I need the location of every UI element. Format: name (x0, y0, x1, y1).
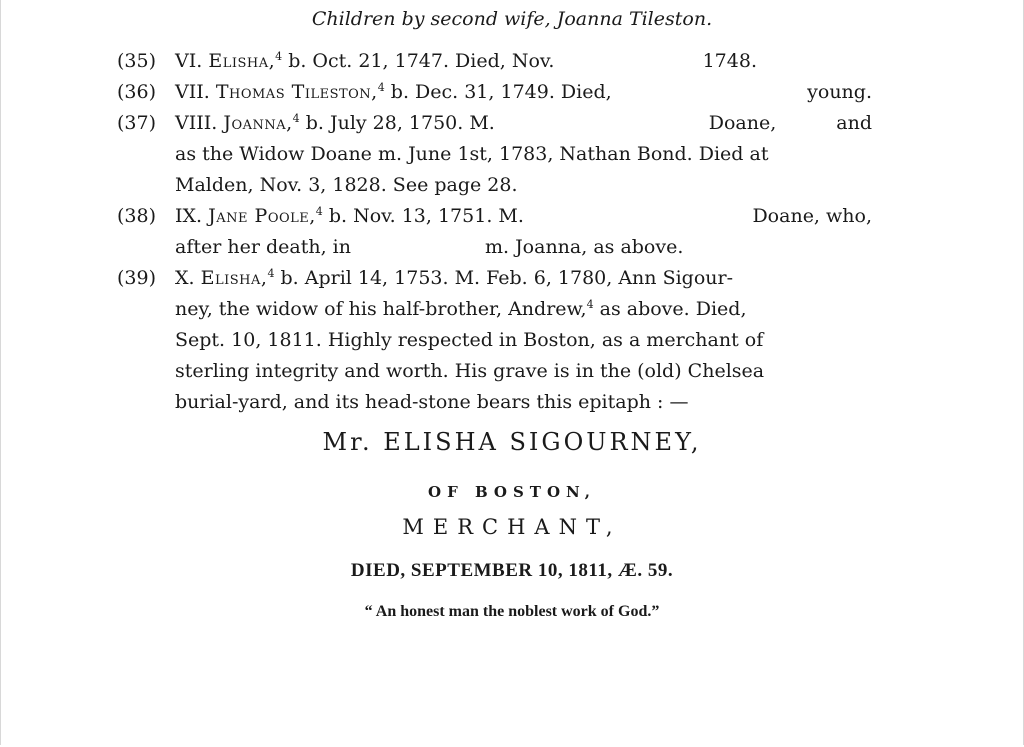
entry-text (175, 263, 733, 294)
entry-number: (37) (117, 112, 157, 134)
continuation-text: as above. Died, (599, 298, 747, 320)
person-name: Elisha, (200, 267, 268, 289)
entry-detail: b. July 28, 1750. M. (305, 112, 495, 134)
epitaph-quote: “ An honest man the noblest work of God.” (364, 603, 660, 620)
spouse-surname: Doane, (708, 112, 777, 134)
entry-continuation: Malden, Nov. 3, 1828. See page 28. (175, 174, 518, 196)
entry-number: (36) (117, 81, 157, 103)
generation-superscript: 4 (315, 205, 323, 218)
person-name: Elisha, (208, 50, 276, 72)
person-name: Jane Poole, (208, 205, 316, 227)
roman-numeral: X. (175, 267, 195, 289)
roman-numeral: VI. (175, 50, 203, 72)
entry-continuation (117, 294, 872, 325)
entry-text (175, 77, 612, 108)
entry-note: young. (807, 81, 872, 103)
spouse-surname: Doane, who, (752, 205, 872, 227)
epitaph-name: Mr. ELISHA SIGOURNEY, (322, 428, 702, 456)
entry-detail: b. Dec. 31, 1749. Died, (390, 81, 612, 103)
continuation-text: ney, the widow of his half-brother, Andrew, (175, 298, 587, 320)
genealogy-entry-35 (117, 46, 872, 77)
entry-number: (38) (117, 205, 157, 227)
entry-text (175, 201, 524, 232)
generation-superscript: 4 (586, 298, 594, 311)
entry-number: (35) (117, 50, 157, 72)
generation-superscript: 4 (292, 112, 300, 125)
conjunction: and (836, 112, 872, 134)
entry-detail: b. April 14, 1753. M. Feb. 6, 1780, Ann Sigour- (280, 267, 734, 289)
epitaph-origin: OF BOSTON, (428, 483, 596, 501)
continuation-text: after her death, in (175, 236, 351, 258)
roman-numeral: VII. (175, 81, 210, 103)
generation-superscript: 4 (377, 81, 385, 94)
continuation-text: m. Joanna, as above. (484, 236, 684, 258)
roman-numeral: VIII. (175, 112, 218, 134)
entry-continuation: burial-yard, and its head-stone bears this epitaph : — (175, 391, 689, 413)
roman-numeral: IX. (175, 205, 203, 227)
entry-year: 1748. (702, 50, 757, 72)
genealogy-entry-36 (117, 77, 872, 108)
entry-detail: b. Oct. 21, 1747. Died, Nov. (288, 50, 555, 72)
entry-continuation: sterling integrity and worth. His grave is in the (old) Chelsea (175, 360, 765, 382)
genealogy-entry-38 (117, 201, 872, 263)
entry-text (175, 108, 495, 139)
epitaph-occupation: MERCHANT, (402, 515, 622, 539)
entry-continuation: Sept. 10, 1811. Highly respected in Boston, as a merchant of (175, 329, 764, 351)
genealogy-entry-37 (117, 108, 872, 201)
generation-superscript: 4 (275, 50, 283, 63)
epitaph-death-date: DIED, SEPTEMBER 10, 1811, Æ. 59. (350, 560, 674, 581)
entry-number: (39) (117, 267, 157, 289)
entry-detail: b. Nov. 13, 1751. M. (328, 205, 524, 227)
section-heading: Children by second wife, Joanna Tileston. (311, 8, 713, 30)
person-name: Joanna, (223, 112, 293, 134)
entry-continuation (117, 232, 872, 263)
genealogy-entry-39 (117, 263, 872, 418)
entry-continuation: as the Widow Doane m. June 1st, 1783, Nathan Bond. Died at (175, 143, 769, 165)
person-name: Thomas Tileston, (215, 81, 378, 103)
entry-text (175, 46, 554, 77)
generation-superscript: 4 (267, 267, 275, 280)
